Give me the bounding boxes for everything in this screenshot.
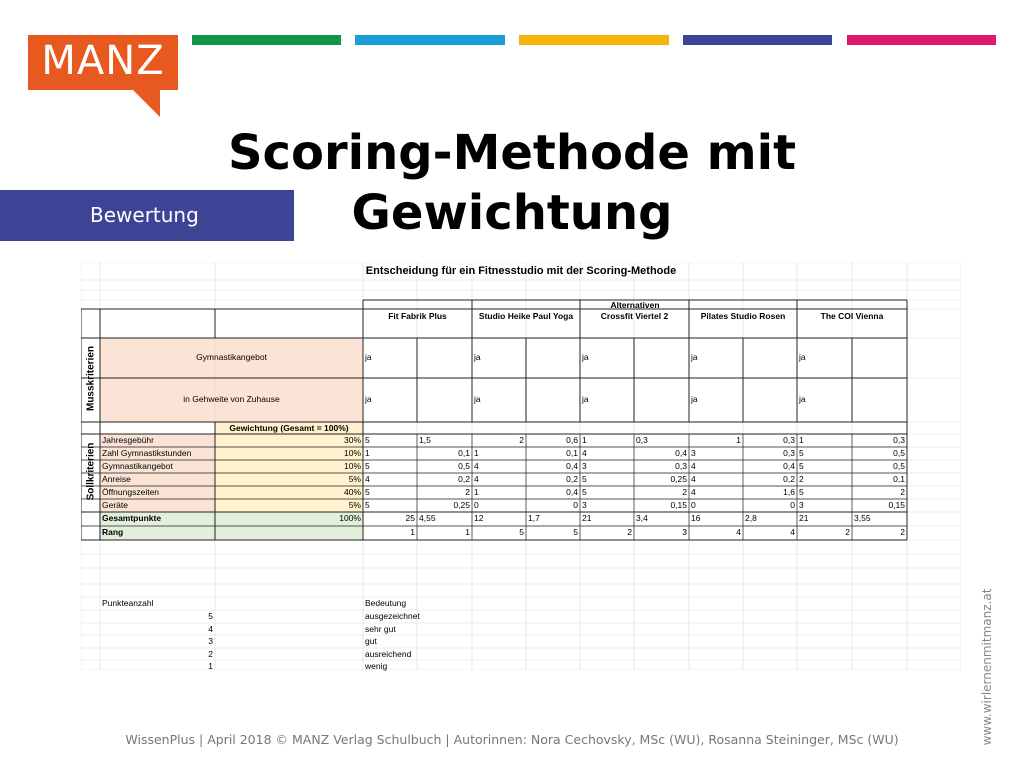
legend-meaning: wenig	[365, 661, 388, 671]
rank-cell: 4	[736, 527, 741, 537]
soll-cell: 0,5	[893, 448, 905, 458]
logo-speech-tail	[132, 89, 160, 117]
soll-cell: 3	[582, 461, 587, 471]
muss-value: ja	[365, 352, 372, 362]
soll-cell: 4	[474, 461, 479, 471]
soll-weight: 10%	[343, 461, 361, 471]
legend-meaning-header: Bedeutung	[365, 598, 407, 608]
soll-cell: 0,15	[888, 500, 905, 510]
alternative-name: Pilates Studio Rosen	[700, 311, 786, 321]
muss-value: ja	[799, 352, 806, 362]
footer-text: WissenPlus | April 2018 © MANZ Verlag Schulbuch | Autorinnen: Nora Cechovsky, MSc (WU), Rosanna Steininger, MSc (WU)	[125, 732, 899, 747]
soll-weight: 40%	[343, 487, 361, 497]
soll-cell: 0,3	[783, 448, 795, 458]
soll-cell: 0,2	[458, 474, 470, 484]
soll-cell: 1	[582, 435, 587, 445]
total-cell: 21	[799, 513, 809, 523]
soll-cell: 0	[790, 500, 795, 510]
soll-cell: 1	[736, 435, 741, 445]
total-cell: 3,55	[854, 513, 871, 523]
muss-value: ja	[365, 394, 372, 404]
alternative-name: Crossfit Viertel 2	[600, 311, 669, 321]
muss-value: ja	[474, 394, 481, 404]
soll-cell: 0,6	[566, 435, 578, 445]
legend-points: 1	[208, 661, 213, 671]
legend-meaning: ausgezeichnet	[365, 611, 420, 621]
muss-value: ja	[582, 394, 589, 404]
muss-vertical-label: Musskriterien	[85, 345, 96, 412]
rank-cell: 2	[627, 527, 632, 537]
soll-cell: 0,4	[566, 487, 578, 497]
soll-cell: 0,25	[670, 474, 687, 484]
total-cell: 25	[405, 513, 415, 523]
slide-title-line1: Scoring-Methode mit	[227, 125, 797, 181]
total-weight: 100%	[339, 513, 361, 523]
alternative-name: Studio Heike Paul Yoga	[478, 311, 574, 321]
header-bar-pink	[847, 35, 996, 45]
legend-meaning: ausreichend	[365, 649, 412, 659]
soll-cell: 2	[799, 474, 804, 484]
soll-cell: 0,2	[566, 474, 578, 484]
sheet-title: Entscheidung für ein Fitnesstudio mit der Scoring-Methode	[365, 265, 677, 277]
soll-cell: 1,6	[783, 487, 795, 497]
muss-criterion-label: in Gehweite von Zuhause	[183, 394, 280, 404]
soll-cell: 4	[691, 487, 696, 497]
header-bar-blue	[355, 35, 505, 45]
soll-cell: 0,25	[453, 500, 470, 510]
soll-cell: 0,4	[566, 461, 578, 471]
total-cell: 16	[691, 513, 701, 523]
soll-cell: 1	[474, 448, 479, 458]
legend-points: 4	[208, 624, 213, 634]
alternative-name: Fit Fabrik Plus	[388, 311, 447, 321]
manz-logo	[28, 35, 178, 90]
muss-value: ja	[691, 394, 698, 404]
header-bar-indigo	[683, 35, 832, 45]
soll-cell: 1	[799, 435, 804, 445]
muss-criterion-label: Gymnastikangebot	[196, 352, 267, 362]
soll-cell: 2	[465, 487, 470, 497]
section-label: Bewertung	[90, 203, 199, 227]
soll-cell: 5	[365, 435, 370, 445]
soll-cell: 0,5	[458, 461, 470, 471]
soll-weight: 10%	[343, 448, 361, 458]
soll-cell: 0,1	[566, 448, 578, 458]
soll-cell: 1,5	[419, 435, 431, 445]
soll-criterion-label: Gymnastikangebot	[102, 461, 173, 471]
soll-cell: 5	[799, 461, 804, 471]
rank-cell: 1	[410, 527, 415, 537]
total-cell: 3,4	[636, 513, 648, 523]
total-cell: 12	[474, 513, 484, 523]
muss-value: ja	[799, 394, 806, 404]
legend-points: 2	[208, 649, 213, 659]
soll-vertical-label: Sollkriterien	[85, 442, 96, 501]
rank-cell: 5	[519, 527, 524, 537]
total-cell: 21	[582, 513, 592, 523]
soll-cell: 0	[691, 500, 696, 510]
soll-cell: 4	[691, 474, 696, 484]
soll-cell: 5	[582, 474, 587, 484]
soll-weight: 5%	[348, 474, 361, 484]
rank-cell: 4	[790, 527, 795, 537]
soll-cell: 4	[474, 474, 479, 484]
soll-weight: 5%	[348, 500, 361, 510]
slide-title-line2: Gewichtung	[351, 185, 673, 241]
soll-weight: 30%	[343, 435, 361, 445]
soll-cell: 5	[799, 448, 804, 458]
soll-cell: 4	[691, 461, 696, 471]
soll-criterion-label: Zahl Gymnastikstunden	[102, 448, 192, 458]
scoring-spreadsheet	[81, 262, 961, 670]
soll-cell: 5	[365, 487, 370, 497]
legend-meaning: gut	[365, 636, 377, 646]
soll-cell: 0	[474, 500, 479, 510]
soll-criterion-label: Anreise	[102, 474, 131, 484]
soll-cell: 4	[582, 448, 587, 458]
soll-cell: 3	[582, 500, 587, 510]
total-cell: 4,55	[419, 513, 436, 523]
soll-cell: 5	[365, 500, 370, 510]
rank-cell: 2	[845, 527, 850, 537]
soll-cell: 5	[582, 487, 587, 497]
rank-label: Rang	[102, 527, 124, 537]
soll-cell: 0,3	[783, 435, 795, 445]
soll-cell: 3	[691, 448, 696, 458]
soll-cell: 1	[474, 487, 479, 497]
soll-cell: 0,3	[636, 435, 648, 445]
rank-cell: 5	[573, 527, 578, 537]
soll-cell: 2	[519, 435, 524, 445]
soll-cell: 0,3	[675, 461, 687, 471]
header-bar-green	[192, 35, 341, 45]
soll-cell: 0,15	[670, 500, 687, 510]
soll-cell: 0,1	[893, 474, 905, 484]
soll-cell: 3	[799, 500, 804, 510]
rank-cell: 2	[900, 527, 905, 537]
soll-cell: 0,4	[675, 448, 687, 458]
legend-points: 5	[208, 611, 213, 621]
soll-criterion-label: Öffnungszeiten	[102, 487, 160, 497]
soll-cell: 0,1	[458, 448, 470, 458]
soll-cell: 5	[365, 461, 370, 471]
alternatives-label: Alternativen	[610, 300, 660, 310]
rank-cell: 1	[465, 527, 470, 537]
soll-cell: 0	[573, 500, 578, 510]
legend-points: 3	[208, 636, 213, 646]
rank-cell: 3	[682, 527, 687, 537]
soll-cell: 1	[365, 448, 370, 458]
logo-text: MANZ	[41, 38, 165, 84]
total-label: Gesamtpunkte	[102, 513, 162, 523]
soll-cell: 2	[900, 487, 905, 497]
soll-cell: 4	[365, 474, 370, 484]
weight-header: Gewichtung (Gesamt = 100%)	[229, 423, 349, 433]
total-cell: 1,7	[528, 513, 540, 523]
soll-cell: 0,5	[893, 461, 905, 471]
soll-cell: 2	[682, 487, 687, 497]
muss-value: ja	[582, 352, 589, 362]
legend-meaning: sehr gut	[365, 624, 396, 634]
legend-points-header: Punkteanzahl	[102, 598, 154, 608]
header-bar-yellow	[519, 35, 669, 45]
muss-value: ja	[474, 352, 481, 362]
soll-cell: 5	[799, 487, 804, 497]
soll-cell: 0,4	[783, 461, 795, 471]
soll-cell: 0,3	[893, 435, 905, 445]
soll-criterion-label: Geräte	[102, 500, 128, 510]
total-cell: 2,8	[745, 513, 757, 523]
side-url: www.wirlernenmitmanz.at	[980, 588, 994, 746]
soll-criterion-label: Jahresgebühr	[102, 435, 154, 445]
alternative-name: The COI Vienna	[820, 311, 884, 321]
muss-value: ja	[691, 352, 698, 362]
soll-cell: 0,2	[783, 474, 795, 484]
